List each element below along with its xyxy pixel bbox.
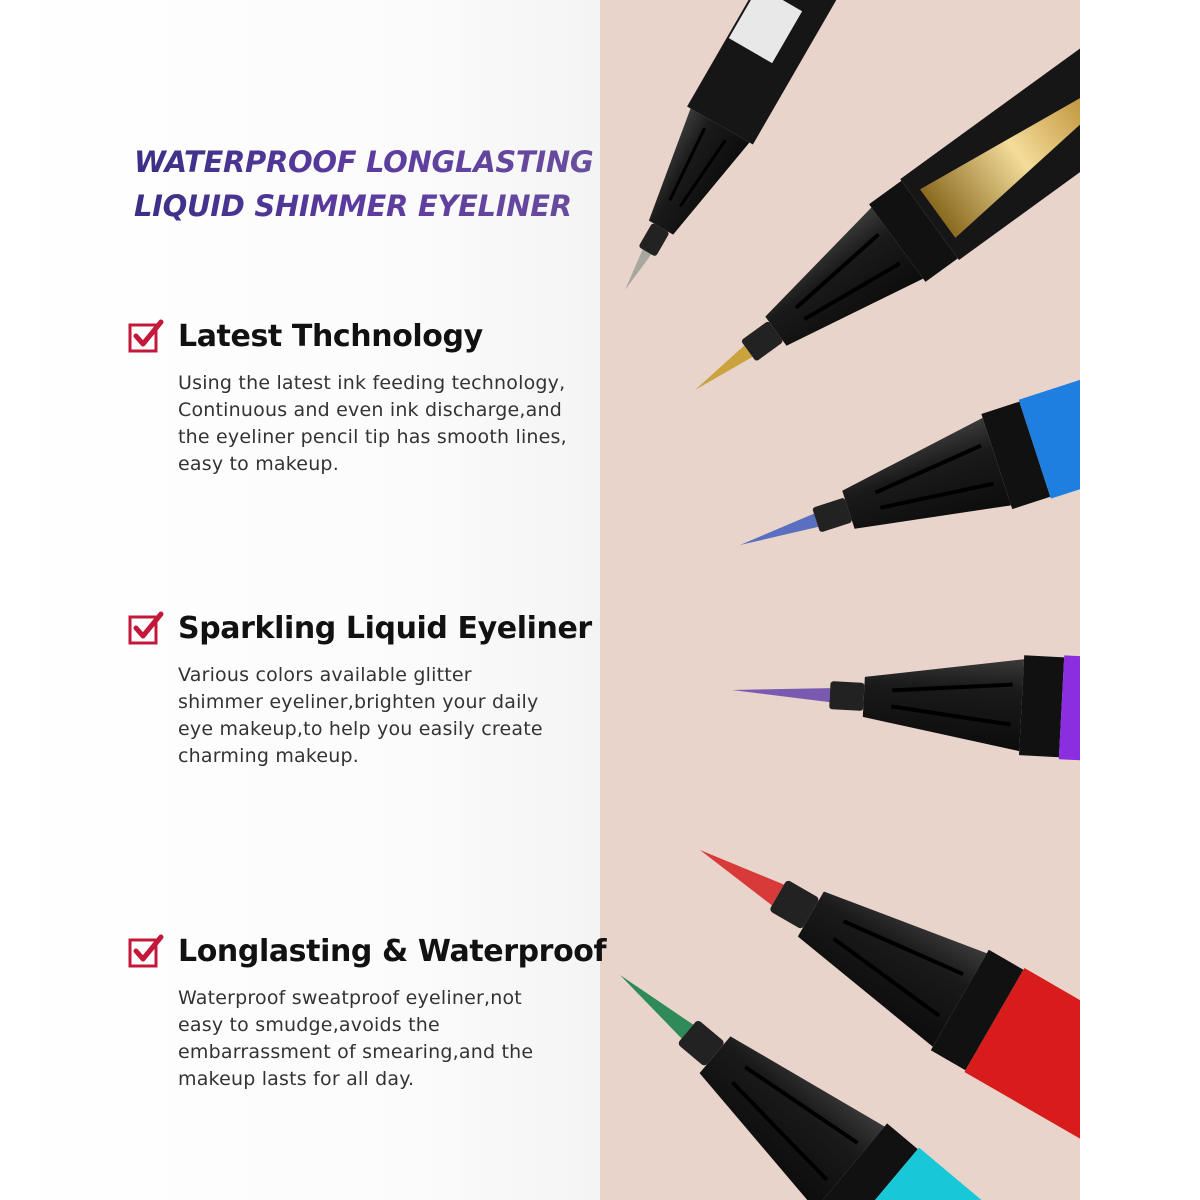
description-line: shimmer eyeliner,brighten your daily — [178, 691, 539, 713]
feature-title: Sparkling Liquid Eyeliner — [178, 611, 592, 646]
eyeliner-pens-illustration — [600, 0, 1080, 1200]
checkbox-check-icon — [128, 318, 164, 354]
tip-purple — [732, 683, 831, 702]
tip-green — [614, 968, 693, 1038]
feature-latest-technology — [128, 318, 598, 478]
tip-gold — [691, 346, 753, 396]
checkbox-check-icon — [128, 933, 164, 969]
feature-header — [128, 318, 598, 362]
description-line: embarrassment of smearing,and the — [178, 1041, 534, 1063]
page-title — [134, 140, 604, 228]
tip-silver — [621, 249, 652, 292]
description-line: charming makeup. — [178, 745, 360, 767]
feature-title: Latest Thchnology — [178, 319, 483, 354]
checkbox-check-icon — [128, 610, 164, 646]
pen-purple — [729, 638, 1080, 770]
product-image — [600, 0, 1080, 1200]
right-margin — [1080, 0, 1200, 1200]
feature-description — [178, 662, 598, 770]
tip-blue — [738, 514, 818, 552]
description-line: Various colors available glitter — [178, 664, 472, 686]
description-line: Continuous and even ink discharge,and — [178, 399, 562, 421]
pen-blue — [724, 338, 1080, 595]
feature-header — [128, 610, 598, 654]
feature-longlasting-waterproof — [128, 933, 607, 1093]
pen-silver — [600, 0, 853, 309]
feature-description — [178, 370, 598, 478]
description-line: Using the latest ink feeding technology, — [178, 372, 566, 394]
description-line: Waterproof sweatproof eyeliner,not — [178, 987, 522, 1009]
description-line: easy to makeup. — [178, 453, 339, 475]
feature-title: Longlasting & Waterproof — [178, 934, 607, 969]
feature-sparkling-liquid — [128, 610, 598, 770]
tip-red — [694, 840, 784, 906]
description-line: eye makeup,to help you easily create — [178, 718, 543, 740]
description-line: makeup lasts for all day. — [178, 1068, 415, 1090]
title-line-2: LIQUID SHIMMER EYELINER — [134, 189, 572, 223]
title-line-1: WATERPROOF LONGLASTING — [134, 145, 594, 179]
description-line: easy to smudge,avoids the — [178, 1014, 440, 1036]
description-line: the eyeliner pencil tip has smooth lines, — [178, 426, 567, 448]
feature-description — [178, 985, 598, 1093]
feature-header — [128, 933, 607, 977]
